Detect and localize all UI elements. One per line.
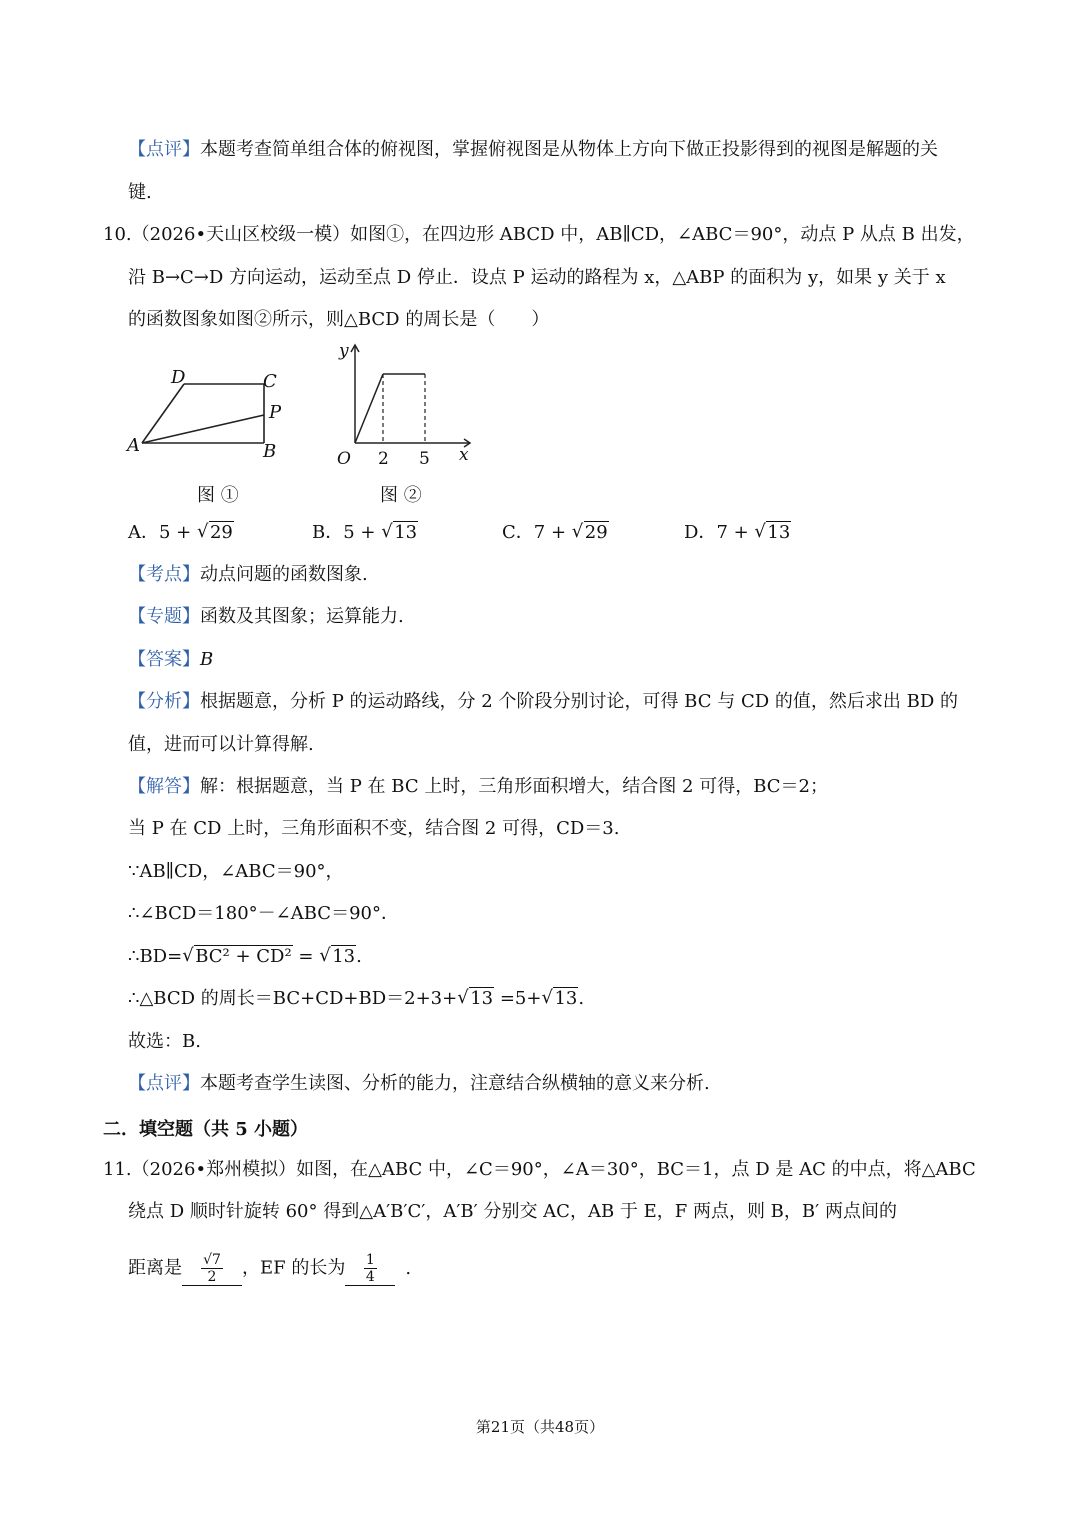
q9-review-line1 xyxy=(128,138,938,162)
answer-line: 【答案】B xyxy=(128,649,214,670)
review-tag: 【点评】 xyxy=(128,139,200,160)
question-source: （2026•郑州模拟） xyxy=(131,1159,297,1180)
question-stem: 如图①，在四边形 ABCD 中，AB∥CD，∠ABC＝90°，动点 P 从点 B 出发， xyxy=(350,224,975,245)
point-label-d: D xyxy=(171,367,186,388)
tick-label: 5 xyxy=(419,449,430,469)
figure-1-caption: 图 ① xyxy=(197,485,239,506)
answer-blank-2: $\frac{1}{4}$ xyxy=(345,1252,395,1286)
answer-blank-1: $\frac{√7}{2}$ xyxy=(182,1252,242,1286)
analysis-line2: 值，进而可以计算得解. xyxy=(128,734,314,755)
page-footer: 第21页（共48页） xyxy=(475,1418,605,1436)
point-label-c: C xyxy=(263,371,277,392)
choice-b[interactable]: B．5 + √ 13 xyxy=(312,521,418,545)
choice-a[interactable]: A．5 + √ 29 xyxy=(128,521,234,545)
q10-stem-line1 xyxy=(103,223,975,247)
point-label-a: A xyxy=(127,435,140,456)
solution-line1: 【解答】解：根据题意，当 P 在 BC 上时，三角形面积增大，结合图 2 可得，BC＝2； xyxy=(128,776,829,797)
origin-label: O xyxy=(337,449,351,469)
choice-c[interactable]: C．7 + √ 29 xyxy=(502,521,609,545)
kaodian-line: 【考点】动点问题的函数图象. xyxy=(128,564,368,585)
figure-1-quadrilateral xyxy=(125,345,295,510)
figure-2-function-graph xyxy=(325,340,475,510)
solution-line6: ∴△BCD 的周长＝BC+CD+BD＝2+3+√ 13 =5+√ 13. xyxy=(128,987,584,1011)
choice-d[interactable]: D．7 + √ 13 xyxy=(684,521,791,545)
q11-line1: 11.（2026•郑州模拟）如图，在△ABC 中，∠C＝90°，∠A＝30°，BC＝1，点 D 是 AC 的中点，将△ABC xyxy=(103,1159,976,1180)
solution-line4: ∴∠BCD＝180°－∠ABC＝90°． xyxy=(128,903,399,924)
q9-review-line2: 键. xyxy=(128,182,152,203)
answer-value: B xyxy=(200,649,214,670)
analysis-line1: 【分析】根据题意，分析 P 的运动路线，分 2 个阶段分别讨论，可得 BC 与 CD 的值，然后求出 BD 的 xyxy=(128,691,958,712)
section-heading: 二．填空题（共 5 小题） xyxy=(103,1119,309,1140)
q10-stem-line3: 的函数图象如图②所示，则△BCD 的周长是（ ） xyxy=(128,309,550,330)
solution-line3: ∵AB∥CD，∠ABC＝90°， xyxy=(128,861,344,882)
review-text: 本题考查简单组合体的俯视图，掌握俯视图是从物体上方向下做正投影得到的视图是解题的关 xyxy=(200,139,938,160)
question-number: 10. xyxy=(103,224,132,245)
axis-label-y: y xyxy=(339,341,349,361)
q10-stem-line2: 沿 B→C→D 方向运动，运动至点 D 停止．设点 P 运动的路程为 x，△ABP 的面积为 y，如果 y 关于 x xyxy=(128,267,946,288)
q10-review-line: 【点评】本题考查学生读图、分析的能力，注意结合纵横轴的意义来分析. xyxy=(128,1073,710,1094)
q11-line2: 绕点 D 顺时针旋转 60° 得到△A′B′C′，A′B′ 分别交 AC，AB 于 E，F 两点，则 B，B′ 两点间的 xyxy=(128,1201,897,1222)
axis-label-x: x xyxy=(459,445,469,465)
question-source: （2026•天山区校级一模） xyxy=(131,224,351,245)
question-number: 11. xyxy=(103,1159,132,1180)
q11-line3: 距离是 $\frac{√7}{2}$ ，EF 的长为 $\frac{1}{4}$ . xyxy=(128,1252,412,1285)
point-label-p: P xyxy=(269,402,282,423)
figure-2-caption: 图 ② xyxy=(380,485,422,506)
tick-label: 2 xyxy=(378,449,389,469)
zhuanti-line: 【专题】函数及其图象；运算能力. xyxy=(128,606,404,627)
solution-line7: 故选：B. xyxy=(128,1031,201,1052)
point-label-b: B xyxy=(263,441,277,462)
graph-rising-segment xyxy=(355,374,383,443)
solution-line2: 当 P 在 CD 上时，三角形面积不变，结合图 2 可得，CD＝3. xyxy=(128,818,620,839)
solution-line5: ∴BD=√ BC² + CD² = √ 13. xyxy=(128,945,362,969)
